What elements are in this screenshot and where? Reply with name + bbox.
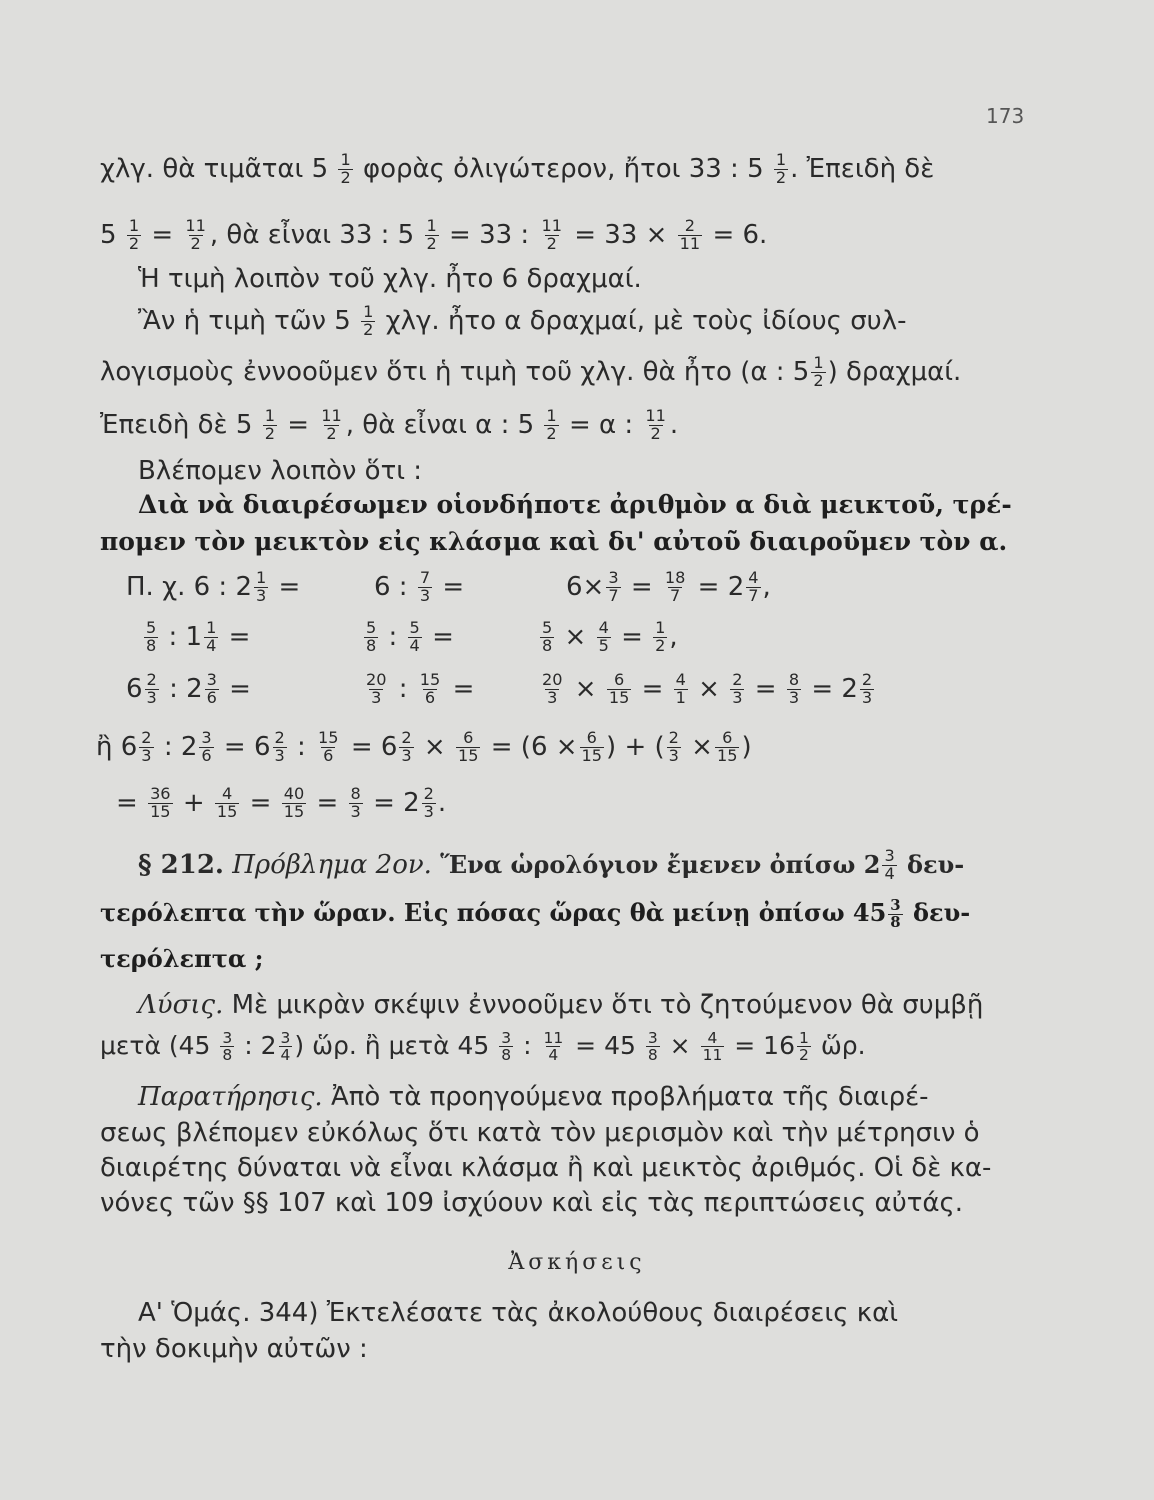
fraction: $\frac{1}{2}$ (655, 618, 666, 655)
fraction: $\frac{4}{15}$ (216, 784, 238, 821)
fraction: $\frac{3}{8}$ (647, 1029, 658, 1065)
exercise-line: Α' Ὁμάς. 344) Ἐκτελέσατε τὰς ἀκολούθους διαιρέσεις καὶ (138, 1298, 899, 1328)
fraction: $\frac{3}{8}$ (890, 896, 901, 931)
fraction: $\frac{2}{3}$ (146, 670, 157, 707)
fraction: $\frac{1}{2}$ (546, 406, 557, 443)
observation-line: σεως βλέπομεν εὐκόλως ὅτι κατὰ τὸν μερισμὸν καὶ τὴν μέτρησιν ὁ (100, 1118, 980, 1148)
problem-line: § 212. Πρόβλημα 2ον. Ἕνα ὡρολόγιον ἔμενεν ὀπίσω 2 $\frac{3}{4}$ δευ- (138, 846, 965, 883)
example-row: 6 $\frac{2}{3}$ : 2 $\frac{3}{6}$ = $\frac{20}{3}$ : $\frac{15}{6}$ = $\frac{20}{3}$ × $\frac{6}{15}$ = $\frac{4}{1}$ × $\frac{2}{3}$ = $\frac{8}{3}$ = 2 $\frac{2}{3}$ (126, 670, 873, 707)
fraction: $\frac{4}{1}$ (675, 670, 686, 707)
fraction: $\frac{11}{2}$ (541, 216, 562, 253)
paragraph-line: Ἂν ἡ τιμὴ τῶν 5 $\frac{1}{2}$ χλγ. ἦτο α δραχμαί, μὲ τοὺς ἰδίους συλ- (138, 302, 907, 339)
solution-line: μετὰ (45 $\frac{3}{8}$ : 2 $\frac{3}{4}$ ) ὥρ. ἢ μετὰ 45 $\frac{3}{8}$ : $\frac{11}{4}$ = 45 $\frac{3}{8}$ × $\frac{4}{11}$ = 16 $\frac{1}{2}$ ὥρ. (100, 1029, 866, 1065)
fraction: $\frac{15}{6}$ (318, 728, 339, 765)
solution-label: Λύσις. (138, 990, 224, 1020)
example-row: ἢ 6 $\frac{2}{3}$ : 2 $\frac{3}{6}$ = 6 $\frac{2}{3}$ : $\frac{15}{6}$ = 6 $\frac{2}{3}$ × $\frac{6}{15}$ = (6 × $\frac{6}{15}$ ) + ( $\frac{2}{3}$ × $\frac{6}{15}$ ) (96, 728, 752, 765)
fraction: $\frac{36}{15}$ (150, 784, 171, 821)
fraction: $\frac{8}{3}$ (350, 784, 361, 821)
fraction: $\frac{20}{3}$ (366, 670, 387, 707)
fraction: $\frac{1}{2}$ (426, 216, 437, 253)
example-row: Π. χ. 6 : 2 $\frac{1}{3}$ = 6 : $\frac{7}{3}$ = 6× $\frac{3}{7}$ = $\frac{18}{7}$ = 2 $\frac{4}{7}$ , (126, 568, 771, 605)
observation-line: Παρατήρησις. Ἀπὸ τὰ προηγούμενα προβλήματα τῆς διαιρέ- (138, 1082, 929, 1112)
fraction: $\frac{2}{3}$ (141, 728, 152, 765)
fraction: $\frac{4}{11}$ (702, 1029, 723, 1065)
fraction: $\frac{40}{15}$ (283, 784, 305, 821)
rule-line: Διὰ νὰ διαιρέσωμεν οἱονδήποτε ἀριθμὸν α διὰ μεικτοῦ, τρέ- (138, 490, 1012, 519)
problem-line: τερόλεπτα ; (100, 944, 264, 973)
example-row: $\frac{5}{8}$ : 1 $\frac{1}{4}$ = $\frac{5}{8}$ : $\frac{5}{4}$ = $\frac{5}{8}$ × $\frac{4}{5}$ = $\frac{1}{2}$ , (146, 618, 678, 655)
fraction: $\frac{4}{5}$ (598, 618, 609, 655)
fraction: $\frac{2}{11}$ (679, 216, 701, 253)
fraction: $\frac{2}{3}$ (668, 728, 679, 765)
fraction: $\frac{1}{2}$ (264, 406, 275, 443)
fraction: $\frac{1}{2}$ (340, 150, 351, 187)
fraction: $\frac{4}{7}$ (748, 568, 759, 605)
fraction: $\frac{11}{2}$ (321, 406, 342, 443)
fraction: $\frac{3}{4}$ (280, 1029, 291, 1065)
observation-label: Παρατήρησις. (138, 1082, 323, 1112)
page-number: 173 (986, 104, 1025, 128)
fraction: $\frac{5}{8}$ (366, 618, 377, 655)
fraction: $\frac{1}{2}$ (798, 1029, 809, 1065)
fraction: $\frac{7}{3}$ (419, 568, 431, 605)
fraction: $\frac{1}{2}$ (813, 353, 824, 390)
fraction: $\frac{8}{3}$ (788, 670, 800, 707)
fraction: $\frac{6}{15}$ (716, 728, 738, 765)
paragraph-line: λογισμοὺς ἐννοοῦμεν ὅτι ἡ τιμὴ τοῦ χλγ. θὰ ἦτο (α : 5 $\frac{1}{2}$ ) δραχμαί. (100, 353, 962, 390)
fraction: $\frac{3}{6}$ (206, 670, 217, 707)
fraction: $\frac{1}{2}$ (363, 302, 374, 339)
observation-line: διαιρέτης δύναται νὰ εἶναι κλάσμα ἢ καὶ μεικτὸς ἀριθμός. Οἱ δὲ κα- (100, 1153, 992, 1183)
fraction: $\frac{3}{4}$ (884, 846, 895, 883)
paragraph-line: Ἐπειδὴ δὲ 5 $\frac{1}{2}$ = $\frac{11}{2}$ , θὰ εἶναι α : 5 $\frac{1}{2}$ = α : $\frac{11}{2}$ . (100, 406, 679, 443)
fraction: $\frac{2}{3}$ (401, 728, 412, 765)
exercise-line: τὴν δοκιμὴν αὐτῶν : (100, 1334, 368, 1364)
paragraph-line: Βλέπομεν λοιπὸν ὅτι : (138, 456, 423, 486)
fraction: $\frac{18}{7}$ (664, 568, 686, 605)
fraction: $\frac{5}{8}$ (542, 618, 553, 655)
fraction: $\frac{3}{6}$ (201, 728, 212, 765)
fraction: $\frac{2}{3}$ (732, 670, 743, 707)
fraction: $\frac{5}{4}$ (409, 618, 420, 655)
paragraph-line: 5 $\frac{1}{2}$ = $\frac{11}{2}$ , θὰ εἶναι 33 : 5 $\frac{1}{2}$ = 33 : $\frac{11}{2}$ = 33 × $\frac{2}{11}$ = 6. (100, 216, 768, 253)
problem-title: Πρόβλημα 2ον. (232, 849, 432, 880)
fraction: $\frac{11}{4}$ (543, 1029, 564, 1065)
problem-line: τερόλεπτα τὴν ὥραν. Εἰς πόσας ὥρας θὰ μείνῃ ὀπίσω 45 $\frac{3}{8}$ δευ- (100, 896, 971, 931)
observation-line: νόνες τῶν §§ 107 καὶ 109 ἰσχύουν καὶ εἰς τὰς περιπτώσεις αὐτάς. (100, 1188, 964, 1218)
section-number: § 212. (138, 849, 224, 880)
paragraph-line: Ἡ τιμὴ λοιπὸν τοῦ χλγ. ἦτο 6 δραχμαί. (138, 264, 642, 294)
fraction: $\frac{1}{3}$ (256, 568, 267, 605)
rule-line: πομεν τὸν μεικτὸν εἰς κλάσμα καὶ δι' αὐτοῦ διαιροῦμεν τὸν α. (100, 527, 1008, 556)
fraction: $\frac{3}{8}$ (222, 1029, 233, 1065)
fraction: $\frac{11}{2}$ (185, 216, 206, 253)
fraction: $\frac{6}{15}$ (581, 728, 603, 765)
fraction: $\frac{2}{3}$ (423, 784, 434, 821)
fraction: $\frac{3}{7}$ (608, 568, 619, 605)
fraction: $\frac{15}{6}$ (419, 670, 441, 707)
fraction: $\frac{6}{15}$ (457, 728, 479, 765)
exercises-heading: Ἀσκήσεις (508, 1250, 646, 1275)
fraction: $\frac{1}{2}$ (128, 216, 140, 253)
fraction: $\frac{20}{3}$ (542, 670, 563, 707)
fraction: $\frac{6}{15}$ (608, 670, 630, 707)
fraction: $\frac{1}{4}$ (206, 618, 217, 655)
fraction: $\frac{5}{8}$ (146, 618, 157, 655)
fraction: $\frac{11}{2}$ (645, 406, 666, 443)
example-row: = $\frac{36}{15}$ + $\frac{4}{15}$ = $\frac{40}{15}$ = $\frac{8}{3}$ = 2 $\frac{2}{3}$ . (116, 784, 447, 821)
fraction: $\frac{3}{8}$ (501, 1029, 512, 1065)
fraction: $\frac{1}{2}$ (775, 150, 787, 187)
solution-line: Λύσις. Μὲ μικρὰν σκέψιν ἐννοοῦμεν ὅτι τὸ ζητούμενον θὰ συμβῇ (138, 990, 984, 1020)
fraction: $\frac{2}{3}$ (274, 728, 285, 765)
fraction: $\frac{2}{3}$ (861, 670, 873, 707)
paragraph-line: χλγ. θὰ τιμᾶται 5 $\frac{1}{2}$ φορὰς ὀλιγώτερον, ἤτοι 33 : 5 $\frac{1}{2}$ . Ἐπειδὴ δὲ (100, 150, 935, 187)
